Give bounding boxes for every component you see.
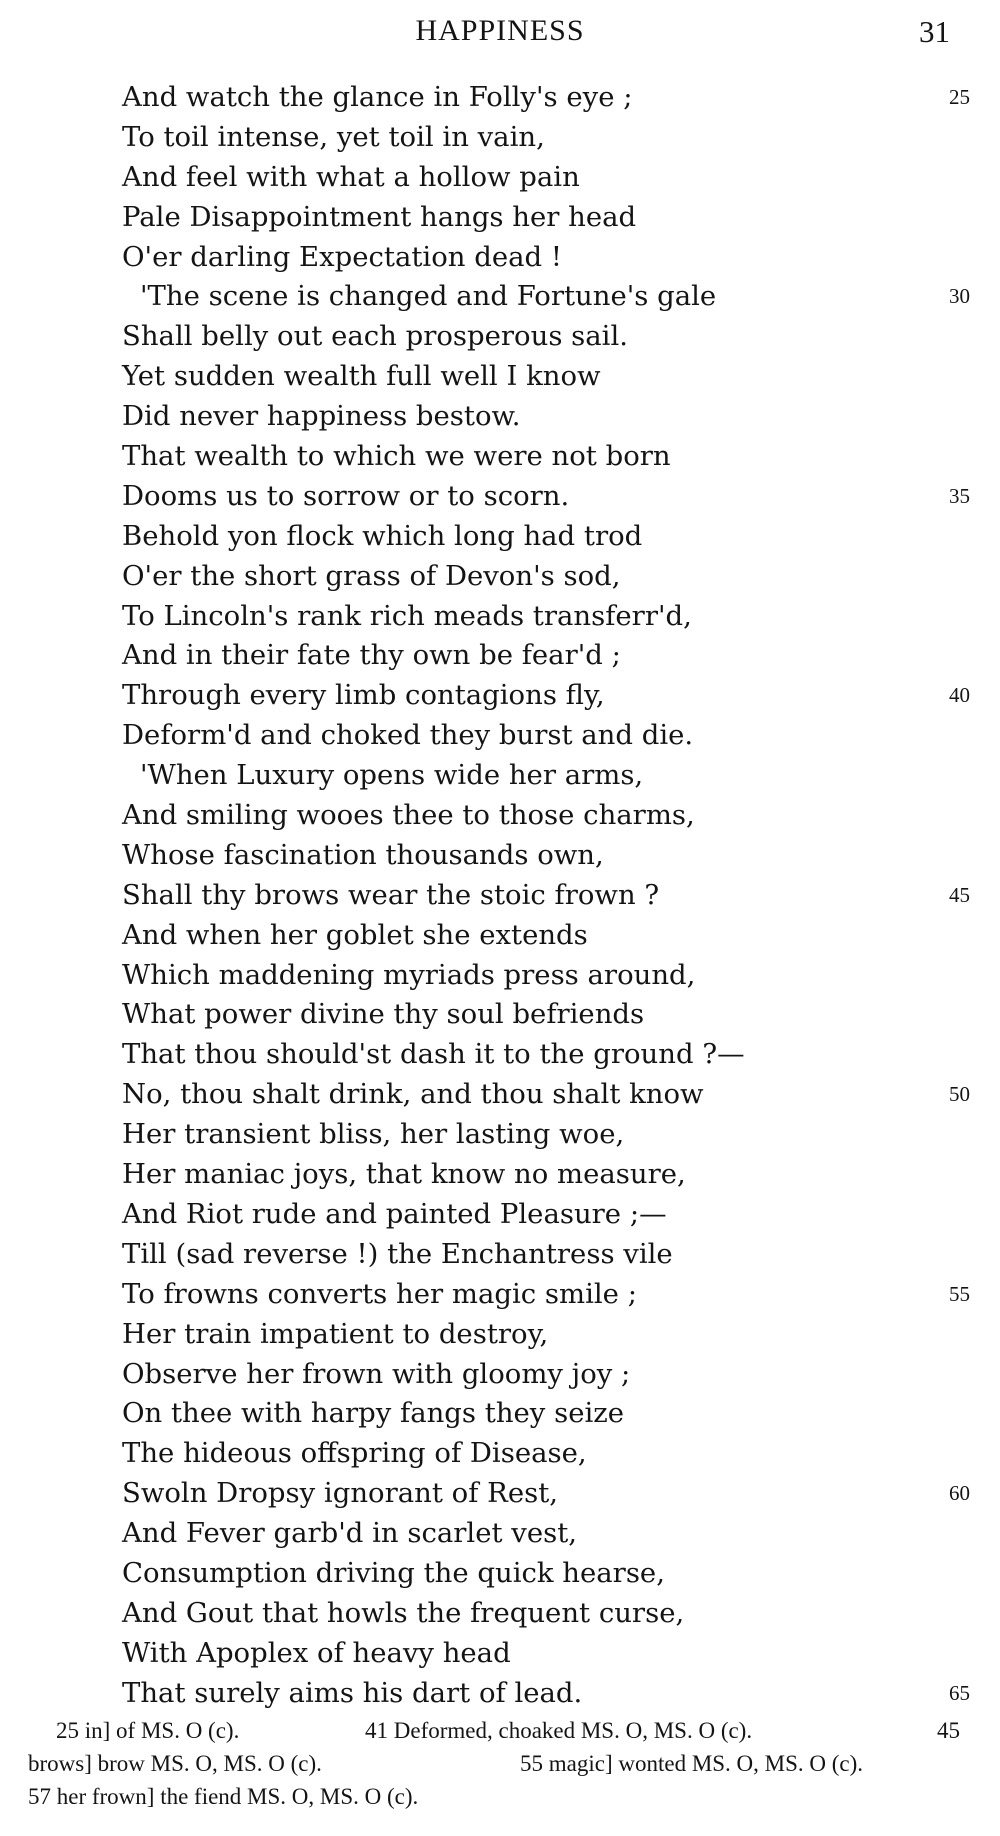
poem-line-text: 'When Luxury opens wide her arms,: [140, 759, 644, 792]
line-number: 25: [949, 85, 970, 109]
poem-line-text: And Gout that howls the frequent curse,: [122, 1596, 685, 1629]
poem-line: [0, 477, 1000, 517]
poem-line: [0, 1155, 1000, 1195]
poem-line-text: O'er the short grass of Devon's sod,: [122, 559, 621, 592]
poem-line: [0, 1075, 1000, 1115]
poem-line-text: Her transient bliss, her lasting woe,: [122, 1118, 625, 1151]
line-number: 65: [949, 1680, 970, 1705]
line-number: 40: [949, 683, 970, 708]
poem-line: [0, 1275, 1000, 1315]
poem-line-text: That wealth to which we were not born: [122, 440, 671, 473]
footnote-line: [0, 1780, 1000, 1813]
poem-line: [0, 158, 1000, 198]
poem-line-text: And in their fate thy own be fear'd ;: [122, 639, 621, 672]
poem-line-text: Shall belly out each prosperous sail.: [122, 320, 629, 353]
poem-line-text: Dooms us to sorrow or to scorn.: [122, 479, 570, 512]
poem-line: [0, 1474, 1000, 1514]
poem-line: [0, 78, 1000, 118]
footnote-line: [0, 1714, 1000, 1747]
poem-line: [0, 1594, 1000, 1634]
poem-line-text: To Lincoln's rank rich meads transferr'd,: [122, 599, 692, 632]
poem-line-text: Her train impatient to destroy,: [122, 1317, 549, 1350]
poem-line: [0, 277, 1000, 317]
poem-line-text: And feel with what a hollow pain: [122, 160, 580, 193]
poem-line: [0, 836, 1000, 876]
poem-line: [0, 597, 1000, 637]
running-title: HAPPINESS: [415, 14, 585, 47]
poem-line: [0, 1115, 1000, 1155]
line-number: 60: [949, 1481, 970, 1506]
poem-line-text: The hideous offspring of Disease,: [122, 1437, 587, 1470]
poem-line: [0, 1355, 1000, 1395]
footnote-25: 25 in] of MS. O (c).: [56, 1718, 240, 1743]
poem-line: [0, 916, 1000, 956]
poem-line-text: Pale Disappointment hangs her head: [122, 200, 637, 233]
line-number: 35: [949, 483, 970, 508]
poem-line: [0, 956, 1000, 996]
poem-line-text: Observe her frown with gloomy joy ;: [122, 1357, 631, 1390]
poem-line: [0, 1674, 1000, 1714]
poem-line: [0, 995, 1000, 1035]
poem-line: [0, 1235, 1000, 1275]
poem-line: [0, 437, 1000, 477]
poem-line: [0, 1394, 1000, 1434]
poem-line-text: Which maddening myriads press around,: [122, 958, 696, 991]
poem-line: [0, 1035, 1000, 1075]
line-number: 50: [949, 1082, 970, 1107]
poem-line-text: Did never happiness bestow.: [122, 400, 521, 433]
poem-line: [0, 1195, 1000, 1235]
poem-line: [0, 756, 1000, 796]
poem-line-text: With Apoplex of heavy head: [122, 1636, 511, 1669]
footnote-55: 55 magic] wonted MS. O, MS. O (c).: [520, 1751, 864, 1776]
poem-line-text: And when her goblet she extends: [122, 918, 588, 951]
poem-line: [0, 198, 1000, 238]
poem-line: [0, 557, 1000, 597]
footnote-45: brows] brow MS. O, MS. O (c).: [28, 1751, 322, 1776]
footnotes: [0, 1714, 1000, 1813]
poem-line-text: Swoln Dropsy ignorant of Rest,: [122, 1477, 558, 1510]
poem-line-text: That surely aims his dart of lead.: [122, 1676, 583, 1709]
poem-line: [0, 636, 1000, 676]
footnote-57: 57 her frown] the fiend MS. O, MS. O (c).: [28, 1784, 419, 1809]
poem-line: [0, 517, 1000, 557]
line-number: 55: [949, 1281, 970, 1306]
poem-line-text: And Riot rude and painted Pleasure ;—: [122, 1197, 667, 1230]
poem-line: [0, 118, 1000, 158]
poem-line: [0, 716, 1000, 756]
poem-line-text: And watch the glance in Folly's eye ;: [122, 81, 633, 113]
poem-line: [0, 796, 1000, 836]
poem-line: [0, 1634, 1000, 1674]
poem-line-text: Yet sudden wealth full well I know: [122, 360, 601, 393]
poem-line-text: And Fever garb'd in scarlet vest,: [122, 1517, 577, 1550]
poem-line-text: What power divine thy soul befriends: [122, 998, 645, 1031]
poem-line-text: On thee with harpy fangs they seize: [122, 1397, 625, 1430]
poem-line-text: No, thou shalt drink, and thou shalt know: [122, 1078, 704, 1111]
footnote-41: 41 Deformed, choaked MS. O, MS. O (c).: [365, 1718, 753, 1743]
poem-line: [0, 1315, 1000, 1355]
poem-line: [0, 357, 1000, 397]
line-number: 45: [949, 882, 970, 907]
poem-line: [0, 1554, 1000, 1594]
poem-line-text: Shall thy brows wear the stoic frown ?: [122, 878, 660, 911]
poem-line: [0, 317, 1000, 357]
poem-line: [0, 1434, 1000, 1474]
poem-line-text: Till (sad reverse !) the Enchantress vile: [122, 1237, 673, 1270]
poem-line-text: To toil intense, yet toil in vain,: [122, 120, 545, 153]
poem-line-text: Through every limb contagions fly,: [122, 679, 605, 712]
poem-line: [0, 238, 1000, 278]
poem-line-text: Whose fascination thousands own,: [122, 838, 604, 871]
poem-line-text: To frowns converts her magic smile ;: [122, 1277, 637, 1310]
poem-line-text: Deform'd and choked they burst and die.: [122, 719, 694, 752]
poem-line-text: Her maniac joys, that know no measure,: [122, 1158, 686, 1191]
footnote-line: [0, 1747, 1000, 1780]
poem-line-text: Consumption driving the quick hearse,: [122, 1556, 665, 1589]
poem-line: [0, 397, 1000, 437]
poem-line: [0, 1514, 1000, 1554]
footnote-45-number: 45: [937, 1718, 960, 1743]
poem-line: [0, 676, 1000, 716]
poem-line-text: O'er darling Expectation dead !: [122, 240, 562, 273]
poem-line-text: And smiling wooes thee to those charms,: [122, 799, 695, 832]
poem-body: [0, 78, 1000, 1714]
line-number: 30: [949, 284, 970, 309]
page-header: [0, 10, 1000, 56]
poem-line: [0, 876, 1000, 916]
poem-line-text: That thou should'st dash it to the ground ?—: [122, 1038, 745, 1071]
poem-line-text: Behold yon flock which long had trod: [122, 519, 643, 552]
page-number: 31: [919, 14, 950, 49]
poem-line-text: 'The scene is changed and Fortune's gale: [140, 280, 717, 313]
